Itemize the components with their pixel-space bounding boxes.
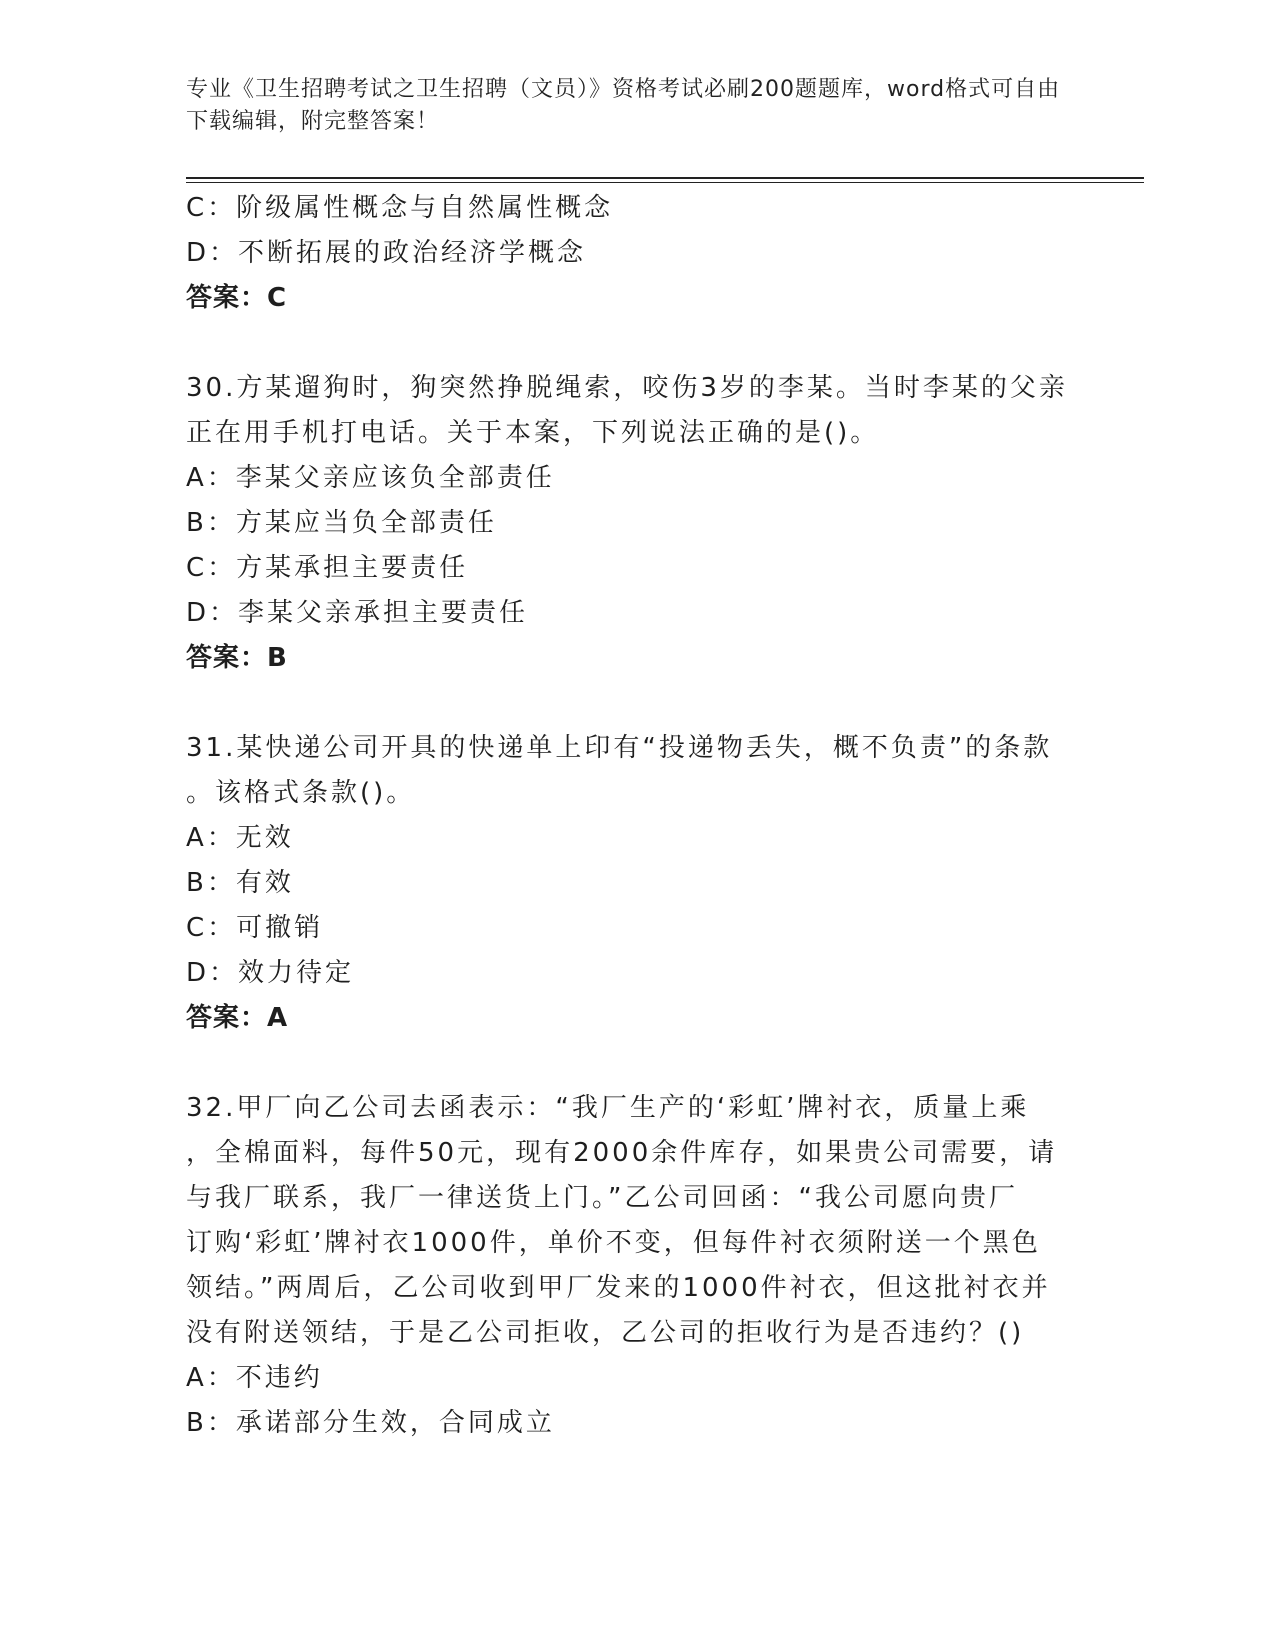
option-line: B：承诺部分生效，合同成立 [186,1408,555,1438]
question-stem-line: 30.方某遛狗时，狗突然挣脱绳索，咬伤3岁的李某。当时李某的父亲 [186,373,1068,403]
spacer [186,681,1066,726]
answer-line: 答案：B [186,643,288,673]
question-stem-line: 32.甲厂向乙公司去函表示：“我厂生产的‘彩虹’牌衬衣，质量上乘 [186,1093,1030,1123]
option-line: B：方某应当负全部责任 [186,508,497,538]
question-30 [186,366,1066,681]
continued-question [186,186,1066,321]
question-32 [186,1086,1066,1446]
question-stem-line: 领结。”两周后，乙公司收到甲厂发来的1000件衬衣，但这批衬衣并 [186,1273,1051,1303]
option-line: D：效力待定 [186,958,355,988]
option-line: C：可撤销 [186,913,324,943]
header-divider-thin [186,182,1144,183]
question-stem-line: ，全棉面料，每件50元，现有2000余件库存，如果贵公司需要，请 [186,1138,1058,1168]
option-line: D：李某父亲承担主要责任 [186,598,529,628]
answer-line: 答案：A [186,1003,289,1033]
question-stem-line: 订购‘彩虹’牌衬衣1000件，单价不变，但每件衬衣须附送一个黑色 [186,1228,1041,1258]
option-line: A：无效 [186,823,294,853]
option-line: A：不违约 [186,1363,323,1393]
option-line: D：不断拓展的政治经济学概念 [186,238,587,268]
answer-line: 答案：C [186,283,288,313]
document-body [186,186,1066,1446]
option-line: C：方某承担主要责任 [186,553,469,583]
spacer [186,1041,1066,1086]
option-line: B：有效 [186,868,294,898]
page-header [186,74,1066,138]
question-stem-line: 与我厂联系，我厂一律送货上门。”乙公司回函：“我公司愿向贵厂 [186,1183,1018,1213]
spacer [186,321,1066,366]
option-line: A：李某父亲应该负全部责任 [186,463,555,493]
question-stem-line: 。该格式条款()。 [186,778,416,808]
question-stem-line: 31.某快递公司开具的快递单上印有“投递物丢失，概不负责”的条款 [186,733,1053,763]
header-text: 专业《卫生招聘考试之卫生招聘（文员）》资格考试必刷200题题库，word格式可自由下载编辑，附完整答案！ [186,77,1061,134]
header-divider [186,177,1144,179]
option-line: C：阶级属性概念与自然属性概念 [186,193,614,223]
question-31 [186,726,1066,1041]
question-stem-line: 正在用手机打电话。关于本案，下列说法正确的是()。 [186,418,880,448]
question-stem-line: 没有附送领结，于是乙公司拒收，乙公司的拒收行为是否违约？() [186,1318,1025,1348]
